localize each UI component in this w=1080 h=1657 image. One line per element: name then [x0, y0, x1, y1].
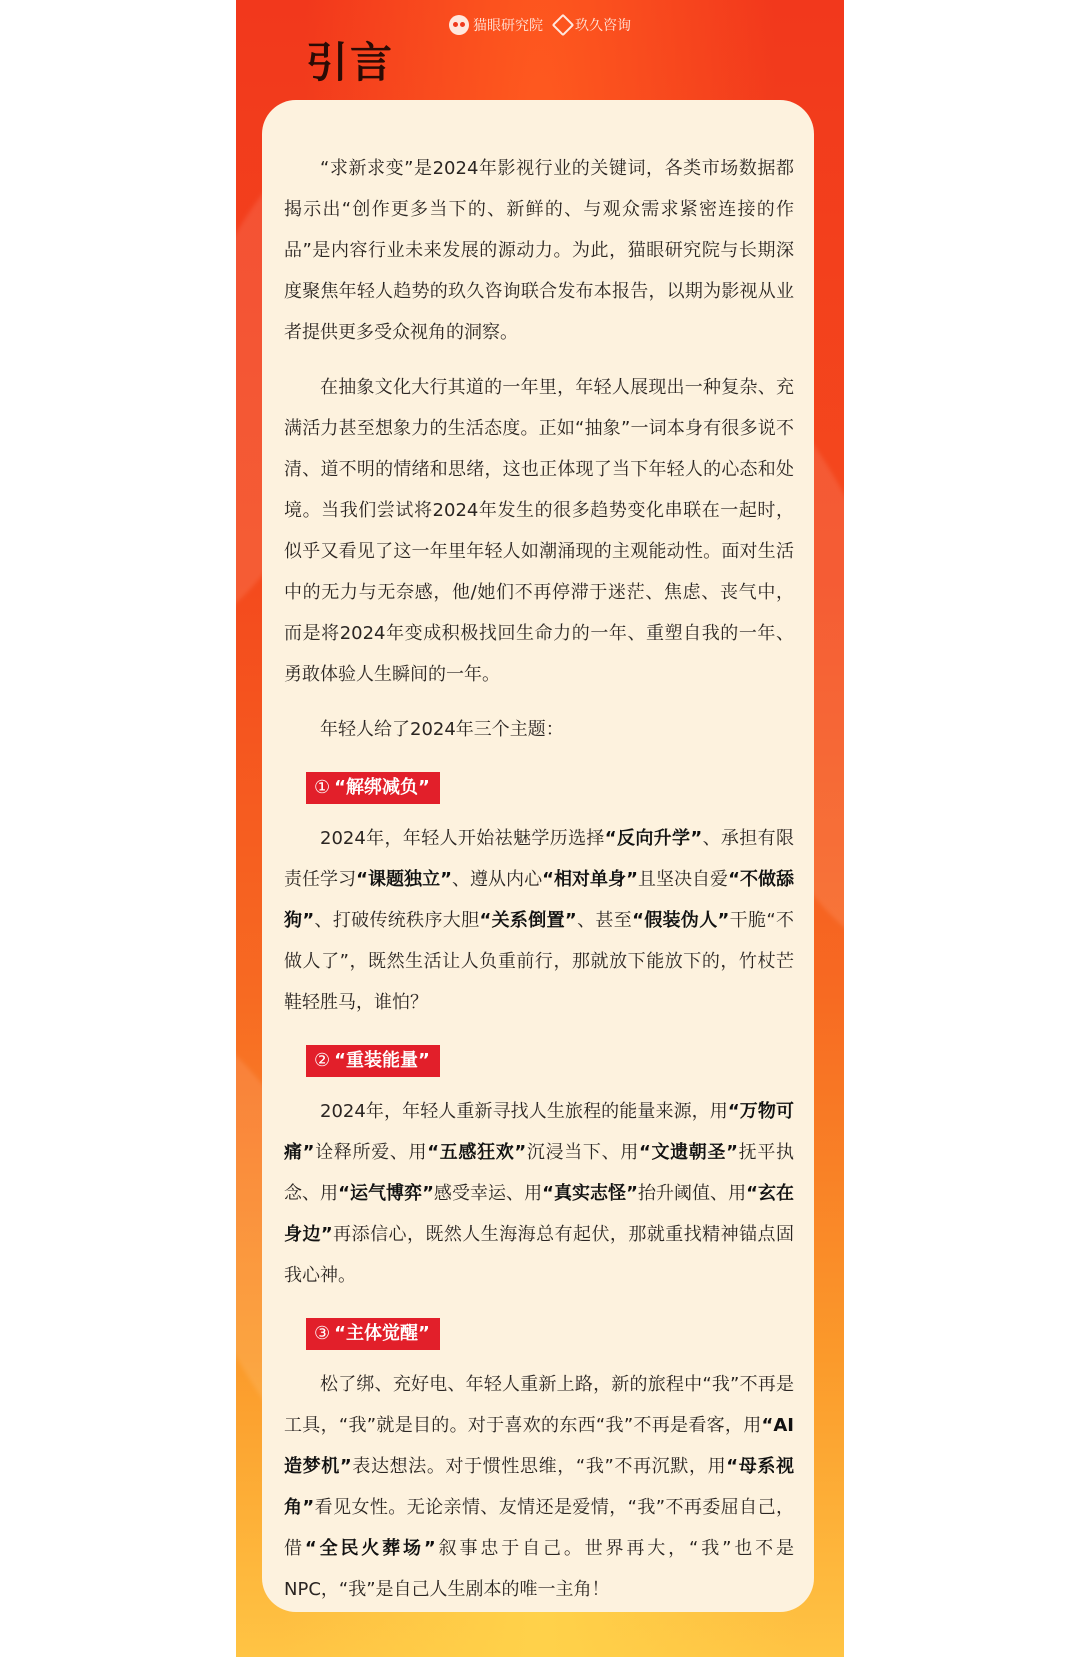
text-segment: 且坚决自爱	[637, 869, 729, 890]
text-segment: 感受幸运、用	[433, 1183, 543, 1204]
keyword-highlight: “运气博弈”	[338, 1183, 434, 1204]
theme-tag-3	[306, 1318, 440, 1350]
text-segment: 、甚至	[576, 910, 633, 931]
intro-paragraph-2: 在抽象文化大行其道的一年里，年轻人展现出一种复杂、充满活力甚至想象力的生活态度。正如“抽象”一词本身有很多说不清、道不明的情绪和思绪，这也正体现了当下年轻人的心态和处境。当我们尝试将2024年发生的很多趋势变化串联在一起时，似乎又看见了这一年里年轻人如潮涌现的主观能动性。面对生活中的无力与无奈感，他/她们不再停滞于迷茫、焦虑、丧气中，而是将2024年变成积极找回生命力的一年、重塑自我的一年、勇敢体验人生瞬间的一年。	[284, 377, 794, 685]
cube-logo-icon	[552, 14, 575, 37]
theme-tag-2	[306, 1045, 440, 1077]
theme-paragraph-3	[284, 1364, 794, 1610]
brand-jiujiu-label: 玖久咨询	[575, 18, 631, 34]
text-segment: 松了绑、充好电、年轻人重新上路，新的旅程中“我”不再是工具，“我”就是目的。对于喜欢的东西“我”不再是看客，用	[284, 1374, 794, 1436]
intro-paragraph-1: “求新求变”是2024年影视行业的关键词，各类市场数据都揭示出“创作更多当下的、新鲜的、与观众需求紧密连接的作品”是内容行业未来发展的源动力。为此，猫眼研究院与长期深度聚焦年轻人趋势的玖久咨询联合发布本报告，以期为影视从业者提供更多受众视角的洞察。	[284, 158, 794, 343]
keyword-highlight: “不做舔狗”	[284, 869, 795, 931]
text-segment: 表达想法。对于惯性思维，“我”不再沉默，用	[351, 1456, 727, 1477]
text-segment: 叙事忠于自己。世界再大，“我”也不是NPC，“我”是自己人生剧本的唯一主角！	[284, 1538, 795, 1600]
text-segment: 看见女性。无论亲情、友情还是爱情，“我”不再委屈自己，借	[284, 1497, 794, 1559]
keyword-highlight: “假装伪人”	[632, 910, 730, 931]
brand-maoyan-label: 猫眼研究院	[473, 18, 543, 34]
keyword-highlight: “AI造梦机”	[284, 1415, 794, 1477]
text-segment: 、遵从内心	[451, 869, 543, 890]
theme-paragraph-1	[284, 818, 794, 1023]
keyword-highlight: “全民火葬场”	[304, 1538, 436, 1559]
theme-tag-1	[306, 772, 440, 804]
keyword-highlight: “相对单身”	[542, 869, 638, 890]
content-card	[262, 100, 814, 1612]
theme-number-2: ②	[314, 1050, 331, 1071]
keyword-highlight: “万物可痛”	[284, 1101, 794, 1163]
keyword-highlight: “母系视角”	[284, 1456, 794, 1518]
text-segment: 沉浸当下、用	[526, 1142, 639, 1163]
text-segment: 再添信心，既然人生海海总有起伏，那就重找精神锚点固我心神。	[284, 1224, 794, 1286]
intro-paragraph-3: 年轻人给了2024年三个主题：	[320, 719, 564, 740]
text-segment: 干脆“不做人了”，既然生活让人负重前行，那就放下能放下的，竹杖芒鞋轻胜马，谁怕？	[284, 910, 794, 1013]
text-segment: 、打破传统秩序大胆	[314, 910, 480, 931]
text-segment: 诠释所爱、用	[314, 1142, 428, 1163]
keyword-highlight: “关系倒置”	[479, 910, 577, 931]
theme-label-1: “解绑减负”	[334, 777, 430, 798]
keyword-highlight: “玄在身边”	[284, 1183, 795, 1245]
text-segment: 2024年，年轻人开始祛魅学历选择	[320, 828, 605, 849]
keyword-highlight: “反向升学”	[604, 828, 703, 849]
brand-maoyan	[449, 15, 543, 35]
keyword-highlight: “五感狂欢”	[427, 1142, 527, 1163]
text-segment: 、承担有限责任学习	[284, 828, 794, 890]
keyword-highlight: “课题独立”	[356, 869, 452, 890]
poster-background	[236, 0, 844, 1657]
theme-label-3: “主体觉醒”	[334, 1323, 430, 1344]
theme-label-2: “重装能量”	[334, 1050, 430, 1071]
theme-number-1: ①	[314, 777, 331, 798]
brand-jiujiu	[555, 15, 631, 35]
theme-number-3: ③	[314, 1323, 331, 1344]
page-title: 引言	[306, 38, 395, 87]
theme-paragraph-2	[284, 1091, 794, 1296]
keyword-highlight: “真实志怪”	[542, 1183, 638, 1204]
text-segment: 抚平执念、用	[284, 1142, 794, 1204]
keyword-highlight: “文遗朝圣”	[638, 1142, 738, 1163]
cat-logo-icon	[449, 15, 469, 35]
text-segment: 抬升阈值、用	[637, 1183, 747, 1204]
text-segment: 2024年，年轻人重新寻找人生旅程的能量来源，用	[320, 1101, 728, 1122]
